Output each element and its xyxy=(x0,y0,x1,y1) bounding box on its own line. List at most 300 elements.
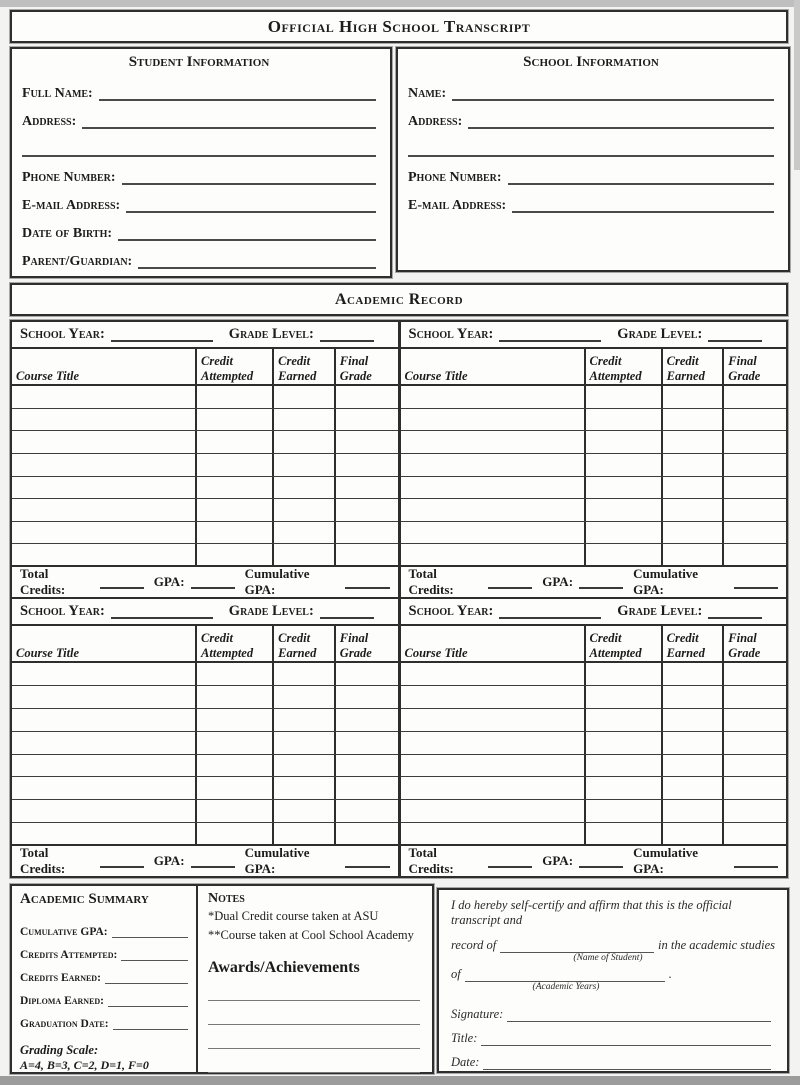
totals-row xyxy=(12,565,398,599)
student-phone-field xyxy=(22,157,376,185)
school-year-blank xyxy=(111,327,213,342)
col-credit-earned: Credit Earned xyxy=(274,626,336,661)
course-cell xyxy=(724,431,786,453)
course-cell xyxy=(336,777,398,799)
course-cell xyxy=(336,499,398,521)
course-row xyxy=(401,409,787,432)
course-cell xyxy=(336,755,398,777)
course-row xyxy=(401,686,787,709)
dob-blank xyxy=(118,223,376,241)
course-cell xyxy=(197,755,274,777)
cumulative-gpa-blank xyxy=(734,855,778,868)
school-email-field xyxy=(408,185,774,213)
course-row xyxy=(12,800,398,823)
course-row xyxy=(12,454,398,477)
school-phone-field xyxy=(408,157,774,185)
gpa-label: GPA: xyxy=(542,853,574,868)
course-cell xyxy=(274,454,336,476)
student-name-blank xyxy=(500,942,654,953)
course-cell xyxy=(401,409,586,431)
course-cell xyxy=(724,732,786,754)
total-credits-label: Total Credits: xyxy=(20,566,66,597)
course-cell xyxy=(663,454,725,476)
school-year-row xyxy=(401,599,787,626)
course-row xyxy=(401,386,787,409)
course-row xyxy=(12,663,398,686)
school-phone-label: Phone Number: xyxy=(408,170,502,185)
totals-row xyxy=(401,844,787,876)
course-cell xyxy=(274,431,336,453)
course-cell xyxy=(586,823,663,845)
total-credits-label: Total Credits: xyxy=(408,566,454,597)
course-cell xyxy=(197,777,274,799)
col-course-title: Course Title xyxy=(401,626,586,661)
certification-box xyxy=(437,888,789,1073)
course-table-body xyxy=(401,386,787,566)
signature-row xyxy=(451,998,775,1022)
grading-scale-label: Grading Scale: xyxy=(20,1043,99,1057)
course-cell xyxy=(12,686,197,708)
col-final-grade: Final Grade xyxy=(728,631,761,660)
awards-blank-lines xyxy=(208,986,420,1085)
award-blank-line xyxy=(208,1034,420,1049)
course-cell xyxy=(274,755,336,777)
course-row xyxy=(401,709,787,732)
grade-level-label: Grade Level: xyxy=(228,603,314,619)
school-year-label: School Year: xyxy=(20,603,105,619)
course-cell xyxy=(12,709,197,731)
course-row xyxy=(401,732,787,755)
graduation-date-blank xyxy=(113,1018,188,1030)
signature-label: Signature: xyxy=(451,1007,504,1021)
course-cell xyxy=(197,823,274,845)
diploma-earned-field xyxy=(20,984,188,1007)
course-cell xyxy=(12,800,197,822)
grading-scale-values: A=4, B=3, C=2, D=1, F=0 xyxy=(20,1058,149,1072)
award-blank-line xyxy=(208,1058,420,1073)
school-address-label: Address: xyxy=(408,114,463,129)
course-table-header xyxy=(12,626,398,663)
student-info-box xyxy=(10,47,392,278)
course-row xyxy=(401,800,787,823)
course-row xyxy=(12,709,398,732)
gpa-label: GPA: xyxy=(153,574,185,589)
gpa-blank xyxy=(191,576,235,589)
course-cell xyxy=(197,732,274,754)
course-row xyxy=(12,522,398,545)
cumulative-gpa-label: Cumulative GPA: xyxy=(244,566,310,597)
col-course-title: Course Title xyxy=(12,349,197,384)
col-final-grade: Final Grade xyxy=(339,631,372,660)
awards-heading: Awards/Achievements xyxy=(208,958,360,976)
course-cell xyxy=(724,755,786,777)
course-cell xyxy=(724,777,786,799)
course-cell xyxy=(663,544,725,566)
school-name-field xyxy=(408,73,774,101)
cert-record-of-row xyxy=(451,938,775,953)
course-cell xyxy=(663,499,725,521)
course-cell xyxy=(12,454,197,476)
course-cell xyxy=(274,386,336,408)
student-phone-blank xyxy=(122,167,377,185)
student-email-label: E-mail Address: xyxy=(22,198,121,213)
course-cell xyxy=(586,499,663,521)
title-blank xyxy=(481,1035,771,1046)
course-cell xyxy=(724,522,786,544)
course-cell xyxy=(401,709,586,731)
course-table-body xyxy=(12,663,398,845)
school-name-blank xyxy=(452,83,774,101)
gpa-blank xyxy=(579,576,623,589)
course-cell xyxy=(12,431,197,453)
course-cell xyxy=(663,663,725,685)
award-blank-line xyxy=(208,986,420,1001)
school-info-heading: School Information xyxy=(523,54,659,70)
course-cell xyxy=(274,777,336,799)
school-address2-field xyxy=(408,129,774,157)
course-cell xyxy=(197,663,274,685)
course-row xyxy=(12,386,398,409)
course-cell xyxy=(274,823,336,845)
course-cell xyxy=(663,755,725,777)
date-row xyxy=(451,1046,775,1070)
course-row xyxy=(12,431,398,454)
gpa-label: GPA: xyxy=(153,853,185,868)
course-cell xyxy=(401,663,586,685)
record-column-left xyxy=(12,322,401,876)
course-cell xyxy=(197,522,274,544)
course-row xyxy=(12,686,398,709)
course-row xyxy=(401,499,787,522)
course-cell xyxy=(197,800,274,822)
course-row xyxy=(12,409,398,432)
course-row xyxy=(12,777,398,800)
course-cell xyxy=(274,800,336,822)
gpa-blank xyxy=(579,855,623,868)
school-year-blank xyxy=(499,327,601,342)
course-cell xyxy=(336,386,398,408)
school-email-blank xyxy=(512,195,774,213)
cumulative-gpa-blank xyxy=(345,576,389,589)
total-credits-blank xyxy=(100,576,144,589)
course-cell xyxy=(336,709,398,731)
course-cell xyxy=(401,431,586,453)
course-cell xyxy=(274,544,336,566)
course-cell xyxy=(274,732,336,754)
course-cell xyxy=(724,686,786,708)
record-block-3 xyxy=(12,599,398,876)
total-credits-blank xyxy=(100,855,144,868)
academic-years-blank xyxy=(465,971,665,982)
notes-heading: Notes xyxy=(208,891,245,906)
full-name-blank xyxy=(99,83,376,101)
parent-guardian-field xyxy=(22,241,376,269)
course-cell xyxy=(663,431,725,453)
credits-earned-blank xyxy=(105,972,188,984)
course-cell xyxy=(663,386,725,408)
cumulative-gpa-blank xyxy=(112,926,188,938)
date-blank xyxy=(483,1059,771,1070)
course-cell xyxy=(586,800,663,822)
student-address-field xyxy=(22,101,376,129)
credits-attempted-blank xyxy=(121,949,188,961)
course-cell xyxy=(336,823,398,845)
course-cell xyxy=(401,732,586,754)
course-cell xyxy=(336,454,398,476)
course-cell xyxy=(586,663,663,685)
record-column-right xyxy=(401,322,787,876)
course-cell xyxy=(401,544,586,566)
course-cell xyxy=(12,499,197,521)
school-email-label: E-mail Address: xyxy=(408,198,507,213)
course-cell xyxy=(586,409,663,431)
course-cell xyxy=(336,522,398,544)
title-box xyxy=(10,10,788,43)
course-row xyxy=(401,777,787,800)
course-row xyxy=(401,477,787,500)
course-cell xyxy=(586,431,663,453)
course-cell xyxy=(12,409,197,431)
diploma-earned-blank xyxy=(108,995,188,1007)
course-cell xyxy=(12,777,197,799)
school-year-row xyxy=(12,599,398,626)
course-cell xyxy=(12,663,197,685)
col-credit-earned: Credit Earned xyxy=(663,349,725,384)
parent-guardian-blank xyxy=(138,251,376,269)
course-cell xyxy=(336,663,398,685)
cumulative-gpa-field xyxy=(20,915,188,938)
course-cell xyxy=(724,709,786,731)
course-cell xyxy=(12,732,197,754)
course-cell xyxy=(724,477,786,499)
cumulative-gpa-label: Cumulative GPA: xyxy=(244,845,310,876)
title-label: Title: xyxy=(451,1031,478,1045)
academic-years-caption: (Academic Years) xyxy=(532,982,600,992)
school-year-blank xyxy=(499,604,601,619)
course-cell xyxy=(197,454,274,476)
course-cell xyxy=(724,544,786,566)
grade-level-label: Grade Level: xyxy=(617,326,703,342)
course-cell xyxy=(401,522,586,544)
course-cell xyxy=(12,544,197,566)
cert-of-row xyxy=(451,967,775,982)
course-row xyxy=(401,522,787,545)
course-cell xyxy=(274,409,336,431)
record-block-4 xyxy=(401,599,787,876)
school-year-row xyxy=(401,322,787,349)
course-table-body xyxy=(401,663,787,845)
school-name-label: Name: xyxy=(408,86,447,101)
course-row xyxy=(12,499,398,522)
cert-suffix: in the academic studies xyxy=(658,938,775,952)
course-cell xyxy=(197,409,274,431)
course-cell xyxy=(197,709,274,731)
course-row xyxy=(401,755,787,778)
course-row xyxy=(12,755,398,778)
school-address-blank xyxy=(468,111,774,129)
course-cell xyxy=(586,755,663,777)
school-year-label: School Year: xyxy=(408,603,494,619)
course-row xyxy=(12,732,398,755)
course-cell xyxy=(197,386,274,408)
grade-level-blank xyxy=(708,327,762,342)
scan-edge-right xyxy=(794,0,800,170)
credits-earned-label: Credits Earned: xyxy=(20,972,101,984)
course-cell xyxy=(401,777,586,799)
course-cell xyxy=(401,477,586,499)
course-cell xyxy=(401,386,586,408)
school-info-box xyxy=(396,47,790,272)
course-cell xyxy=(586,454,663,476)
course-cell xyxy=(12,522,197,544)
cumulative-gpa-label: Cumulative GPA: xyxy=(633,845,699,876)
award-blank-line xyxy=(208,1010,420,1025)
course-cell xyxy=(274,709,336,731)
course-row xyxy=(401,431,787,454)
academic-record-bar xyxy=(10,283,788,316)
student-address2-blank xyxy=(22,139,376,157)
course-cell xyxy=(663,777,725,799)
gpa-label: GPA: xyxy=(542,574,574,589)
course-cell xyxy=(336,686,398,708)
col-course-title: Course Title xyxy=(401,349,586,384)
school-year-blank xyxy=(111,604,213,619)
course-cell xyxy=(274,477,336,499)
school-year-row xyxy=(12,322,398,349)
parent-guardian-label: Parent/Guardian: xyxy=(22,254,133,269)
academic-summary-section xyxy=(12,886,198,1072)
summary-notes-box xyxy=(10,884,434,1074)
course-cell xyxy=(663,686,725,708)
course-cell xyxy=(274,522,336,544)
course-cell xyxy=(401,499,586,521)
course-cell xyxy=(401,823,586,845)
academic-summary-heading: Academic Summary xyxy=(20,891,149,907)
grade-level-blank xyxy=(320,604,374,619)
record-of-label: record of xyxy=(451,938,497,952)
course-cell xyxy=(586,732,663,754)
course-cell xyxy=(663,823,725,845)
grade-level-label: Grade Level: xyxy=(617,603,703,619)
diploma-earned-label: Diploma Earned: xyxy=(20,995,105,1007)
record-block-2 xyxy=(401,322,787,599)
course-table-header xyxy=(401,349,787,386)
course-cell xyxy=(663,409,725,431)
col-final-grade: Final Grade xyxy=(339,354,372,383)
col-final-grade: Final Grade xyxy=(728,354,761,383)
course-cell xyxy=(724,454,786,476)
total-credits-label: Total Credits: xyxy=(20,845,66,876)
course-cell xyxy=(401,686,586,708)
course-cell xyxy=(724,823,786,845)
course-cell xyxy=(724,409,786,431)
course-row xyxy=(12,823,398,845)
course-cell xyxy=(12,386,197,408)
signature-blank xyxy=(507,1011,771,1022)
notes-section xyxy=(198,886,432,1072)
grade-level-blank xyxy=(708,604,762,619)
full-name-field xyxy=(22,73,376,101)
grade-level-blank xyxy=(320,327,374,342)
col-credit-attempted: Credit Attempted xyxy=(197,349,274,384)
school-phone-blank xyxy=(508,167,775,185)
course-cell xyxy=(586,386,663,408)
course-cell xyxy=(336,800,398,822)
course-cell xyxy=(586,477,663,499)
course-table-body xyxy=(12,386,398,566)
course-row xyxy=(12,477,398,500)
course-cell xyxy=(336,544,398,566)
course-cell xyxy=(197,686,274,708)
col-credit-attempted: Credit Attempted xyxy=(197,626,274,661)
page-title: Official High School Transcript xyxy=(267,16,531,36)
course-cell xyxy=(663,800,725,822)
school-address-field xyxy=(408,101,774,129)
course-cell xyxy=(12,823,197,845)
credits-attempted-field xyxy=(20,938,188,961)
full-name-label: Full Name: xyxy=(22,86,93,101)
course-cell xyxy=(586,686,663,708)
credits-attempted-label: Credits Attempted: xyxy=(20,949,118,961)
student-address-label: Address: xyxy=(22,114,77,129)
course-cell xyxy=(401,755,586,777)
course-row xyxy=(401,454,787,477)
note-item: **Course taken at Cool School Academy xyxy=(208,927,414,942)
col-course-title: Course Title xyxy=(12,626,197,661)
course-cell xyxy=(274,663,336,685)
cumulative-gpa-label: Cumulative GPA: xyxy=(633,566,699,597)
scan-edge-bottom xyxy=(0,1076,800,1085)
totals-row xyxy=(401,565,787,599)
course-cell xyxy=(336,477,398,499)
date-label: Date: xyxy=(451,1055,480,1069)
name-of-student-caption: (Name of Student) xyxy=(573,953,643,963)
student-info-heading: Student Information xyxy=(128,54,270,70)
dob-field xyxy=(22,213,376,241)
grade-level-label: Grade Level: xyxy=(228,326,314,342)
graduation-date-field xyxy=(20,1007,188,1030)
cert-intro: I do hereby self-certify and affirm that this is the official transcript and xyxy=(451,898,732,927)
course-cell xyxy=(401,800,586,822)
course-row xyxy=(12,544,398,566)
course-cell xyxy=(724,663,786,685)
course-cell xyxy=(663,522,725,544)
cumulative-gpa-blank xyxy=(345,855,389,868)
course-cell xyxy=(724,499,786,521)
record-block-1 xyxy=(12,322,398,599)
course-cell xyxy=(586,544,663,566)
dob-label: Date of Birth: xyxy=(22,226,113,241)
course-cell xyxy=(274,686,336,708)
course-cell xyxy=(336,732,398,754)
graduation-date-label: Graduation Date: xyxy=(20,1018,109,1030)
course-cell xyxy=(724,800,786,822)
course-cell xyxy=(586,522,663,544)
total-credits-label: Total Credits: xyxy=(408,845,454,876)
course-cell xyxy=(663,477,725,499)
course-cell xyxy=(197,431,274,453)
total-credits-blank xyxy=(488,576,532,589)
totals-row xyxy=(12,844,398,876)
course-cell xyxy=(274,499,336,521)
student-address2-field xyxy=(22,129,376,157)
course-cell xyxy=(586,709,663,731)
course-cell xyxy=(197,544,274,566)
of-label: of xyxy=(451,967,461,981)
col-credit-attempted: Credit Attempted xyxy=(586,626,663,661)
credits-earned-field xyxy=(20,961,188,984)
course-cell xyxy=(197,477,274,499)
